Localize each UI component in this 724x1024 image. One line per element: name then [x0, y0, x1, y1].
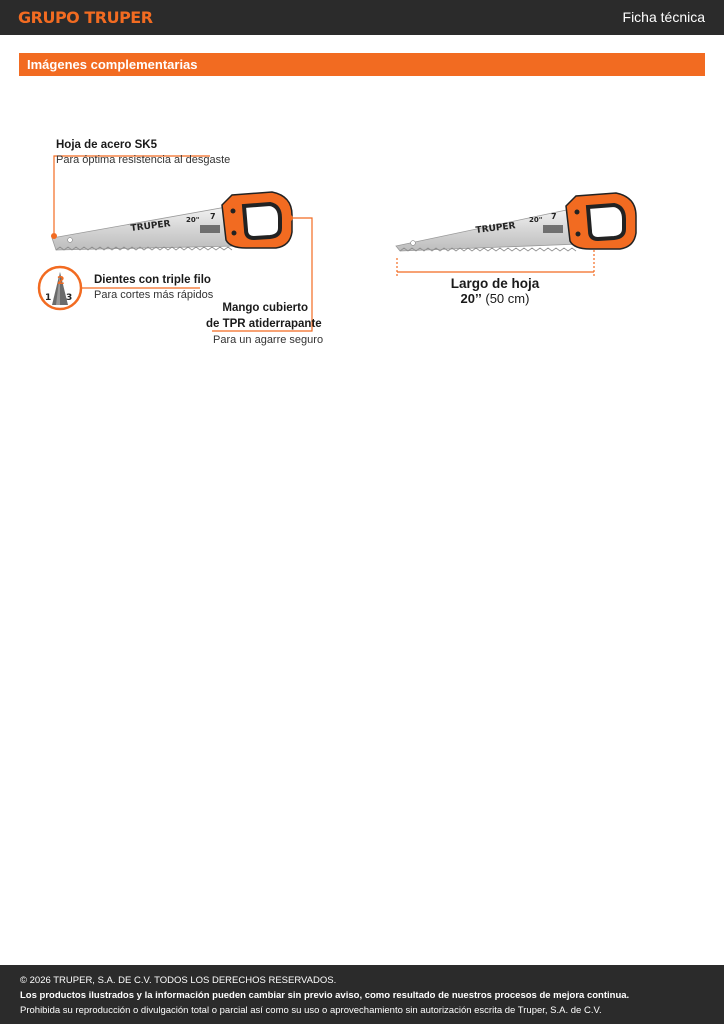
brand-logo: GRUPO TRUPER: [18, 8, 153, 27]
callout-handle-title-line2: de TPR atiderrapante: [206, 318, 322, 330]
tooth-number-2: 2: [57, 274, 65, 287]
footer-copyright: © 2026 TRUPER, S.A. DE C.V. TODOS LOS DERECHOS RESERVADOS.: [20, 975, 337, 986]
callout-handle-sub-wrap: [213, 333, 323, 347]
triple-tooth-badge: [39, 267, 81, 309]
footer-legal: Prohibida su reproducción o divulgación total o parcial así como su uso o aprovechamiento sin autorización escrita de Truper, S.A. de C.V.: [20, 1005, 602, 1016]
saw-brand-mark: TRUPER: [475, 221, 517, 236]
callout-teeth: [94, 272, 214, 302]
callout-handle: [206, 300, 322, 332]
saw-brand-mark: TRUPER: [130, 219, 172, 234]
tooth-number-1: 1: [45, 293, 52, 303]
blade-length-title: Largo de hoja: [450, 276, 540, 291]
callout-teeth-title: Dientes con triple filo: [94, 274, 211, 286]
blade-length-dimension: [397, 250, 594, 277]
saw-tpi-mark: 7: [210, 212, 216, 221]
blade-length-value-row: [435, 291, 555, 306]
saw-handle-grip: [588, 205, 624, 239]
blade-length-metric: (50 cm): [485, 291, 530, 306]
product-illustrations: [0, 0, 724, 400]
blade-length-inches: 20’’: [460, 291, 482, 306]
callout-blade-title: Hoja de acero SK5: [56, 139, 157, 151]
callout-handle-subtitle: Para un agarre seguro: [213, 334, 324, 346]
callout-blade: [56, 137, 230, 167]
callout-blade-subtitle: Para óptima resistencia al desgaste: [56, 154, 231, 166]
document-type-label: Ficha técnica: [622, 9, 705, 25]
tooth-number-3: 3: [66, 293, 73, 303]
callout-handle-title-line1: Mango cubierto: [222, 302, 308, 314]
handsaw-illustration-right: [396, 193, 636, 251]
saw-size-mark: 20": [529, 216, 543, 224]
saw-handle-grip: [244, 204, 280, 238]
footer-notice: Los productos ilustrados y la información pueden cambiar sin previo aviso, como resultado de nuestros procesos de mejora continua.: [20, 990, 630, 1001]
footer: [0, 965, 724, 1024]
saw-tpi-mark: 7: [551, 212, 557, 221]
section-title: Imágenes complementarias: [27, 57, 198, 72]
handsaw-illustration-left: [52, 192, 292, 250]
callout-teeth-subtitle: Para cortes más rápidos: [94, 289, 214, 301]
blade-length-label: [435, 276, 555, 306]
saw-size-mark: 20": [186, 216, 200, 224]
